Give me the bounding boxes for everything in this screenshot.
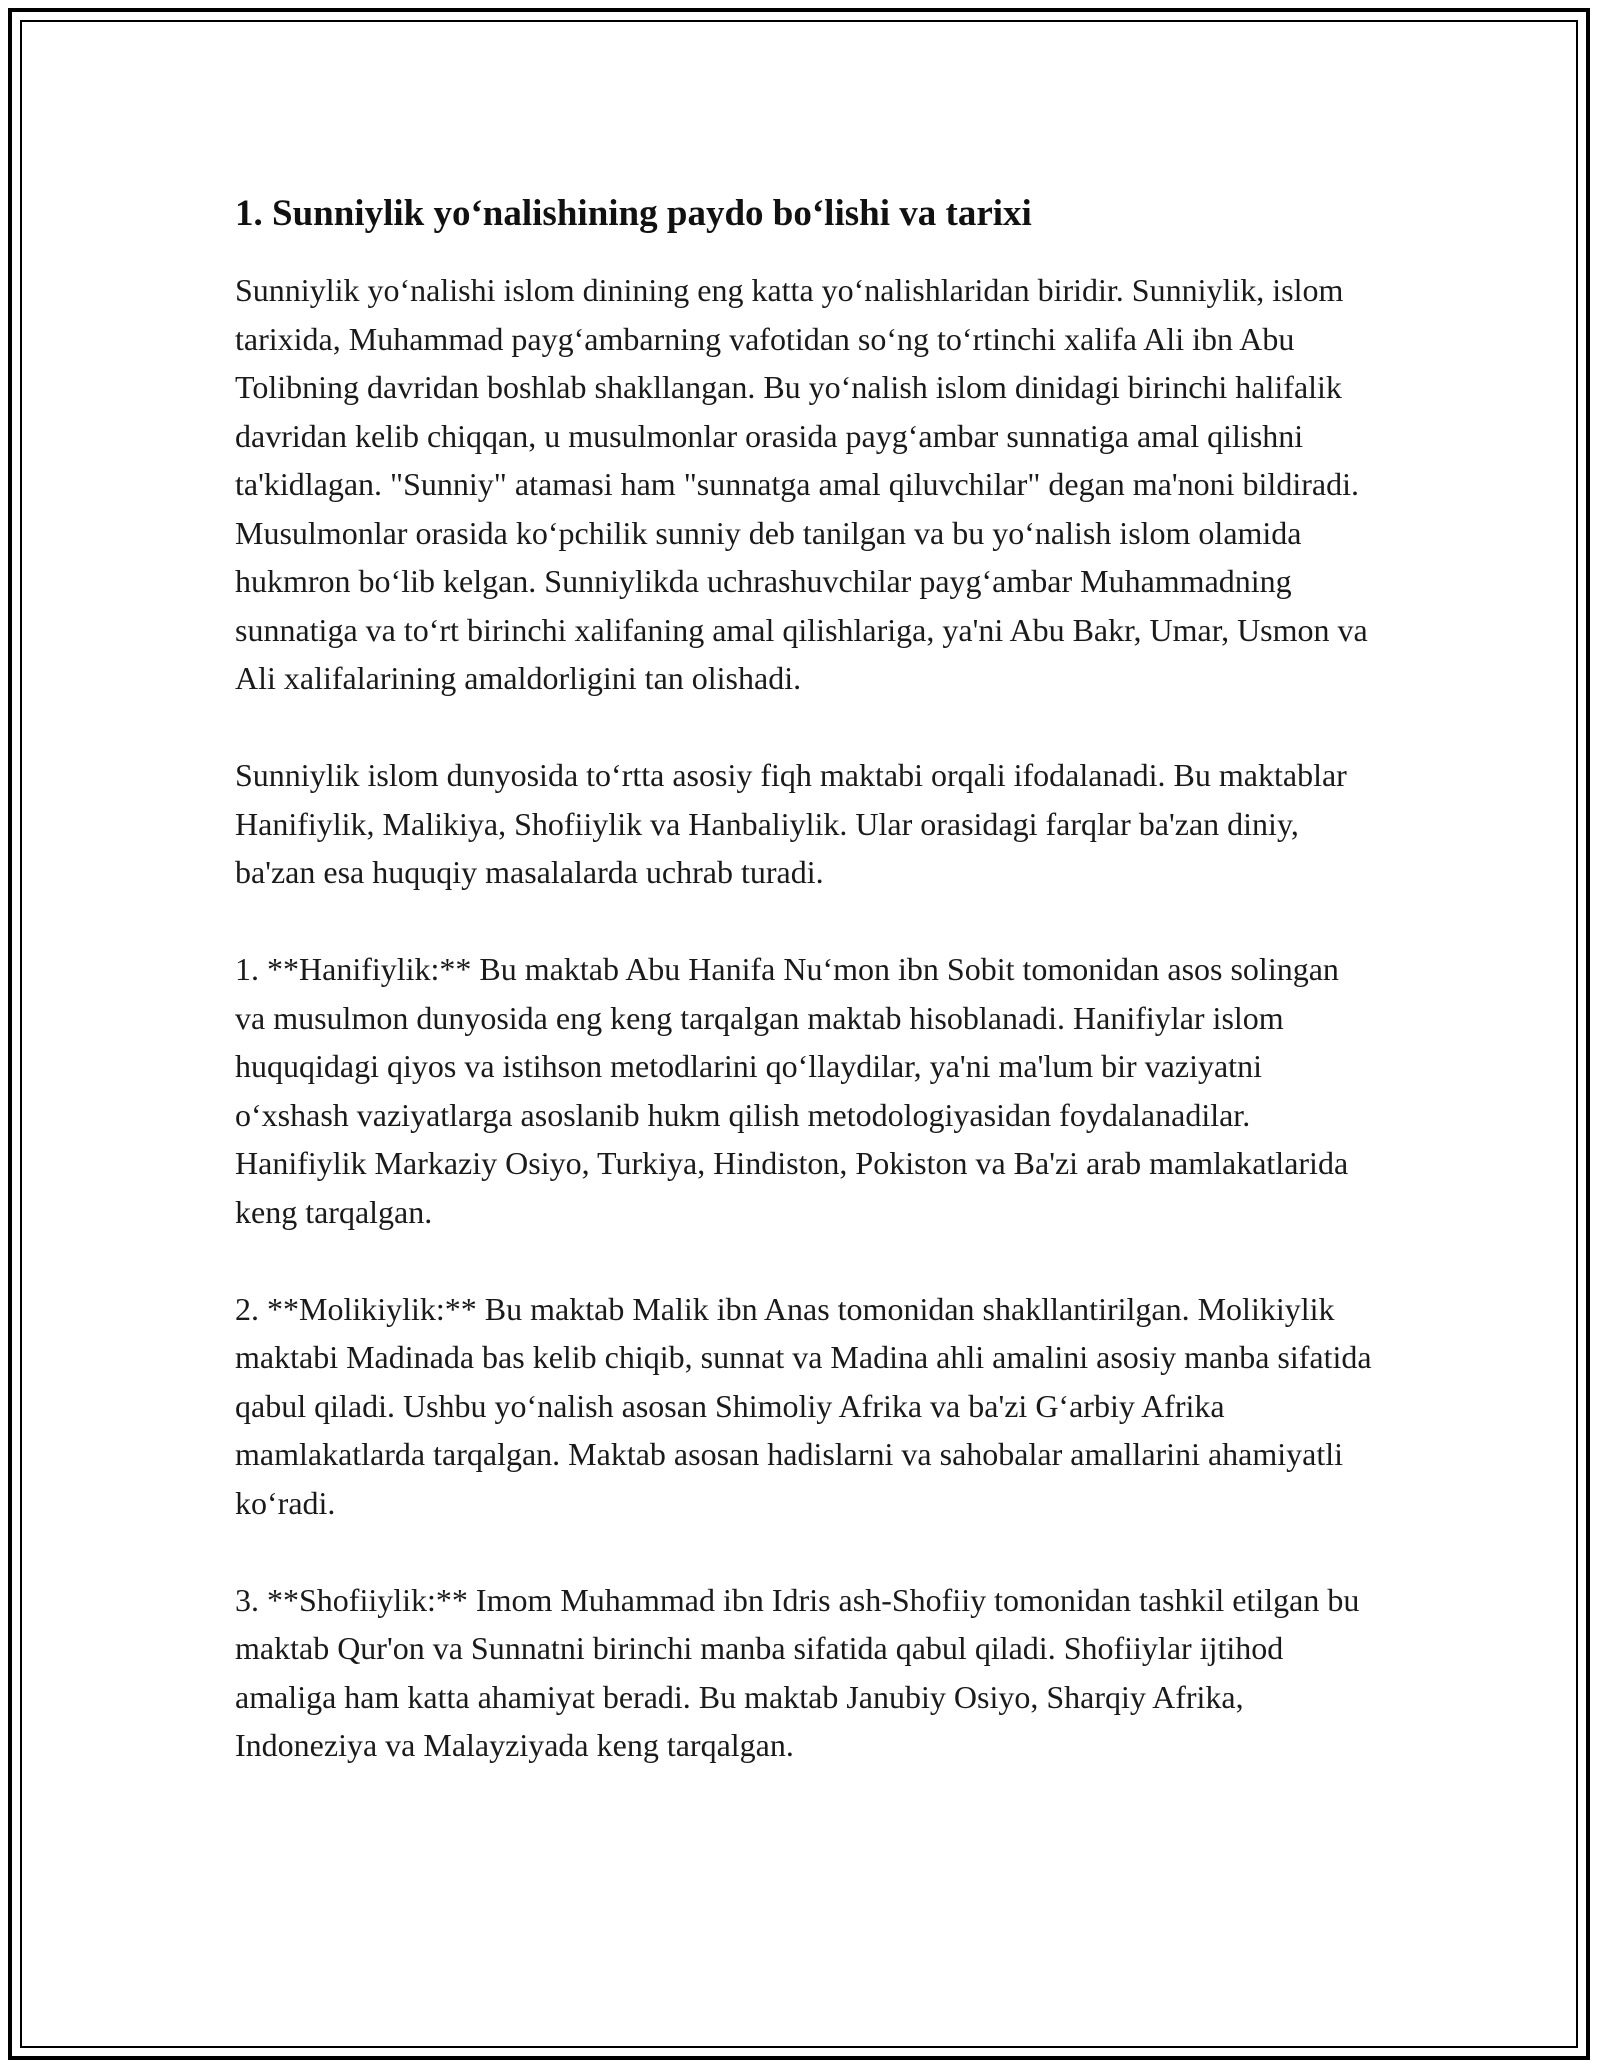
paragraph-intro: Sunniylik yo‘nalishi islom dinining eng katta yo‘nalishlaridan biridir. Sunniylik, islom tarixida, Muhammad payg‘ambarning vafotidan so‘ng to‘rtinchi xalifa Ali ibn Abu Tolibning davridan boshlab shakllangan. Bu yo‘nalish islom dinidagi birinchi halifalik davridan kelib chiqqan, u musulmonlar orasida payg‘ambar sunnatiga amal qilishni ta'kidlagan. "Sunniy" atamasi ham "sunnatga amal qiluvchilar" degan ma'noni bildiradi. Musulmonlar orasida ko‘pchilik sunniy deb tanilgan va bu yo‘nalish islom olamida hukmron bo‘lib kelgan. Sunniylikda uchrashuvchilar payg‘ambar Muhammadning sunnatiga va to‘rt birinchi xalifaning amal qilishlariga, ya'ni Abu Bakr, Umar, Usmon va Ali xalifalarining amaldorligini tan olishadi. [235, 272, 1368, 697]
section-heading: 1. Sunniylik yo‘nalishining paydo bo‘lishi va tarixi [235, 193, 1032, 234]
paragraph-fiqh-schools: Sunniylik islom dunyosida to‘rtta asosiy fiqh maktabi orqali ifodalanadi. Bu maktablar Hanifiylik, Malikiya, Shofiiylik va Hanbaliylik. Ular orasidagi farqlar ba'zan diniy, ba'zan esa huquqiy masalalarda uchrab turadi. [235, 757, 1347, 891]
paragraph-hanifiylik: 1. **Hanifiylik:** Bu maktab Abu Hanifa Nu‘mon ibn Sobit tomonidan asos solingan va musulmon dunyosida eng keng tarqalgan maktab hisoblanadi. Hanifiylar islom huquqidagi qiyos va istihson metodlarini qo‘llaydilar, ya'ni ma'lum bir vaziyatni o‘xshash vaziyatlarga asoslanib hukm qilish metodologiyasidan foydalanadilar. Hanifiylik Markaziy Osiyo, Turkiya, Hindiston, Pokiston va Ba'zi arab mamlakatlarida keng tarqalgan. [235, 951, 1349, 1230]
paragraph-molikiylik: 2. **Molikiylik:** Bu maktab Malik ibn Anas tomonidan shakllantirilgan. Molikiylik maktabi Madinada bas kelib chiqib, sunnat va Madina ahli amalini asosiy manba sifatida qabul qiladi. Ushbu yo‘nalish asosan Shimoliy Afrika va ba'zi G‘arbiy Afrika mamlakatlarda tarqalgan. Maktab asosan hadislarni va sahobalar amallarini ahamiyatli ko‘radi. [235, 1290, 1372, 1521]
document-body [235, 180, 1375, 1818]
paragraph-shofiiylik: 3. **Shofiiylik:** Imom Muhammad ibn Idris ash-Shofiiy tomonidan tashkil etilgan bu maktab Qur'on va Sunnatni birinchi manba sifatida qabul qiladi. Shofiiylar ijtihod amaliga ham katta ahamiyat beradi. Bu maktab Janubiy Osiyo, Sharqiy Afrika, Indoneziya va Malayziyada keng tarqalgan. [235, 1581, 1360, 1764]
